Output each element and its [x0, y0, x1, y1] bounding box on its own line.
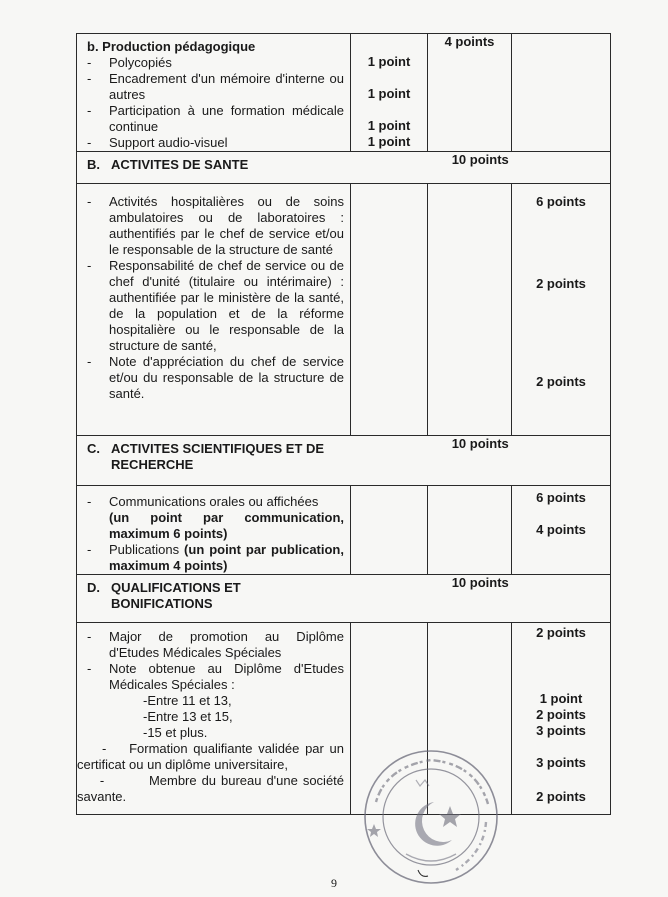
- list-item: - Encadrement d'un mémoire d'interne ou autres: [85, 71, 344, 103]
- points-value: 6 points: [536, 194, 586, 209]
- item-text: Formation qualifiante validée par un certificat ou un diplôme universitaire,: [77, 741, 344, 772]
- sci-title-line2: RECHERCHE: [111, 457, 194, 472]
- production-title: b. Production pédagogique: [87, 39, 256, 54]
- section-mark: D.: [87, 580, 100, 595]
- points-value: 2 points: [536, 374, 586, 389]
- points-value: 2 points: [536, 276, 586, 291]
- list-item: - Note obtenue au Diplôme d'Etudes Médicales Spéciales :: [85, 661, 344, 693]
- list-item: - Responsabilité de chef de service ou de chef d'unité (titulaire ou intérimaire) : authentifiée par le ministère de la santé, de la population et de la réforme hospitalière ou le responsable de la structure de santé,: [85, 258, 344, 354]
- sante-total: 10 points: [351, 152, 611, 184]
- row-activites-sante-items: [77, 184, 611, 436]
- list-item: - Activités hospitalières ou de soins ambulatoires ou de laboratoires : authentifiés par le chef de service et/ou le responsable de la structure de santé: [85, 194, 344, 258]
- points-value: 3 points: [536, 723, 586, 738]
- sci-items-cell: [77, 486, 351, 575]
- row-qualifications-items: [77, 623, 611, 815]
- item-text: Communications orales ou affichées: [109, 494, 319, 509]
- points-value: 2 points: [536, 789, 586, 804]
- empty-cell: [428, 486, 512, 575]
- page-number: 9: [331, 876, 337, 890]
- list-item: - Participation à une formation médicale continue: [85, 103, 344, 135]
- evaluation-table: [76, 33, 611, 815]
- item-text: Membre du bureau d'une société savante.: [77, 773, 345, 804]
- sante-title-cell: [77, 152, 351, 184]
- list-item: [85, 494, 344, 542]
- empty-cell: [428, 184, 512, 436]
- points-value: 3 points: [536, 755, 586, 770]
- list-item: - Polycopiés: [85, 55, 344, 71]
- qual-points-cell: [512, 623, 611, 815]
- item-text: Publications: [109, 542, 180, 557]
- points-value: 2 points: [536, 625, 586, 640]
- qual-title-line1: QUALIFICATIONS ET: [111, 580, 241, 595]
- section-mark: C.: [87, 441, 100, 456]
- points-value: 2 points: [536, 707, 586, 722]
- points-value: 1 point: [539, 691, 583, 706]
- qual-items-cell: [77, 623, 351, 815]
- sante-items-cell: [77, 184, 351, 436]
- item-detail: (un point par communication, maximum 6 points): [109, 510, 344, 541]
- formation-item: - Formation qualifiante validée par un certificat ou un diplôme universitaire,: [77, 741, 344, 772]
- points-value: 1 point: [367, 54, 411, 69]
- row-qualifications-header: [77, 575, 611, 623]
- sante-points-cell: [512, 184, 611, 436]
- qual-title-cell: [77, 575, 351, 623]
- sci-total: 10 points: [351, 436, 611, 486]
- list-item: - Support audio-visuel: [85, 135, 344, 151]
- sci-title-line1: ACTIVITES SCIENTIFIQUES ET DE: [111, 441, 325, 456]
- empty-cell: [351, 184, 428, 436]
- production-points-cell: [351, 34, 428, 152]
- points-value: 4 points: [536, 522, 586, 537]
- range-item: -Entre 13 et 15,: [143, 709, 233, 724]
- production-total: 4 points: [428, 34, 512, 152]
- sante-title: ACTIVITES DE SANTE: [111, 157, 249, 172]
- list-item: [85, 542, 344, 574]
- empty-cell: [351, 486, 428, 575]
- qual-title-line2: BONIFICATIONS: [111, 596, 213, 611]
- section-mark: B.: [87, 157, 100, 172]
- qual-total: 10 points: [351, 575, 611, 623]
- empty-cell: [512, 34, 611, 152]
- sci-title-cell: [77, 436, 351, 486]
- row-production-pedagogique: [77, 34, 611, 152]
- row-activites-scientifiques-items: [77, 486, 611, 575]
- points-value: 1 point: [367, 134, 411, 149]
- points-value: 6 points: [536, 490, 586, 505]
- membre-item: - Membre du bureau d'une société savante.: [77, 773, 345, 804]
- list-item: - Note d'appréciation du chef de service et/ou du responsable de la structure de santé.: [85, 354, 344, 402]
- row-activites-scientifiques-header: [77, 436, 611, 486]
- item-detail: (un point par publication, maximum 4 points): [109, 542, 344, 573]
- sci-points-cell: [512, 486, 611, 575]
- points-value: 1 point: [367, 86, 411, 101]
- points-value: 1 point: [367, 118, 411, 133]
- range-item: -Entre 11 et 13,: [143, 693, 232, 708]
- row-activites-sante-header: [77, 152, 611, 184]
- list-item: - Major de promotion au Diplôme d'Etudes Médicales Spéciales: [85, 629, 344, 661]
- official-seal-icon: [356, 742, 506, 892]
- range-item: -15 et plus.: [143, 725, 208, 740]
- production-description-cell: [77, 34, 351, 152]
